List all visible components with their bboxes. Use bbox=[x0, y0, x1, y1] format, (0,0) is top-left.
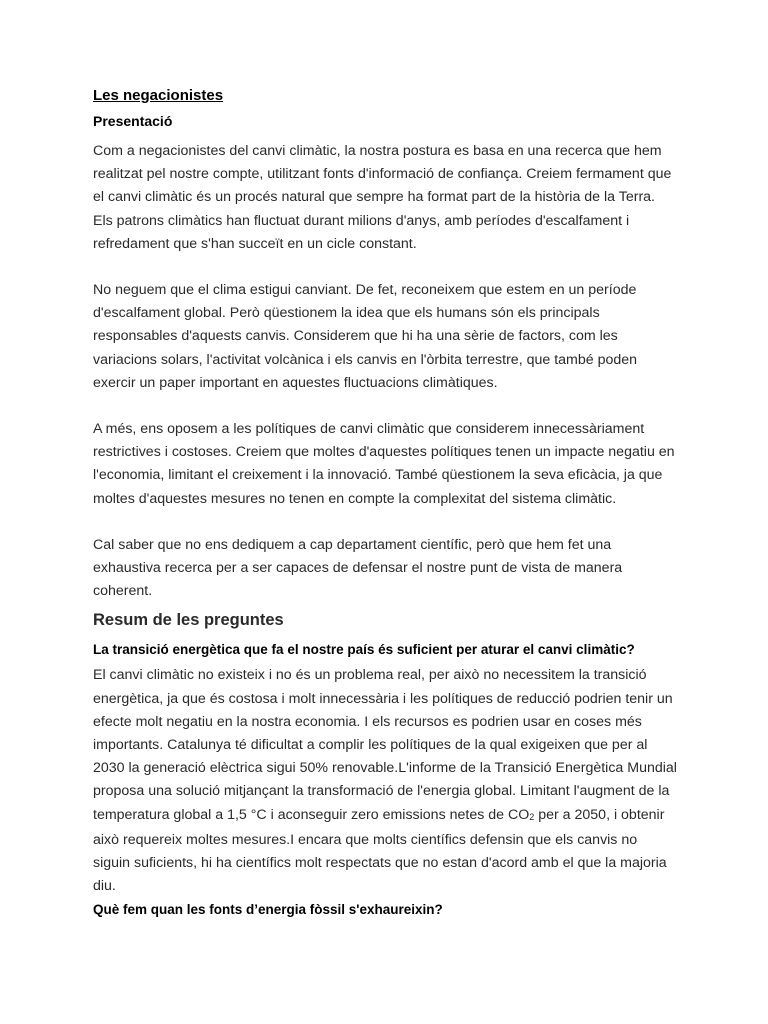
summary-heading: Resum de les preguntes bbox=[93, 611, 284, 630]
document-title: Les negacionistes bbox=[93, 87, 224, 104]
answer-1 bbox=[93, 664, 678, 898]
answer-1-subscript: 2 bbox=[529, 811, 535, 822]
paragraph-2: No neguem que el clima estigui canviant. De fet, reconeixem que estem en un període d'escalfament global. Però qüestionem la idea que els humans són els principals responsables d'aquests canvis. Considerem que hi ha una sèrie de factors, com les variacions solars, l'activitat volcànica i els canvis en l'òrbita terrestre, que també poden exercir un paper important en aquestes fluctuacions climàtiques. bbox=[93, 282, 638, 391]
document-page bbox=[93, 86, 678, 920]
presentation-label: Presentació bbox=[93, 113, 173, 129]
question-2: Què fem quan les fonts d’energia fòssil s'exhaureixin? bbox=[93, 902, 443, 918]
answer-1-text-b: per a 2050, i obtenir això requereix moltes mesures.I encara que molts científics defensin que els canvis no siguin suficients, hi ha científics molt respectats que no estan d'acord amb el que la majoria diu. bbox=[93, 806, 667, 895]
paragraph-1: Com a negacionistes del canvi climàtic, la nostra postura es basa en una recerca que hem realitzat pel nostre compte, utilitzant fonts d'informació de confiança. Creiem fermament que el canvi climàtic és un procés natural que sempre ha format part de la història de la Terra. Els patrons climàtics han fluctuat durant milions d'anys, amb períodes d'escalfament i refredament que s'han succeït en un cicle constant. bbox=[93, 143, 672, 252]
answer-1-text-a: El canvi climàtic no existeix i no és un problema real, per això no necessitem la transició energètica, ja que és costosa i molt innecessària i les polítiques de reducció podrien tenir un efecte molt negatiu en la nostra economia. I els recursos es podrien usar en coses més importants. Catalunya té dificultat a complir les polítiques de la qual exigeixen que per al 2030 la generació elèctrica sigui 50% renovable.L'informe de la Transició Energètica Mundial proposa una solució mitjançant la transformació de l'energia global. Limitant l'augment de la temperatura global a 1,5 °C i aconseguir zero emissions netes de CO bbox=[93, 667, 677, 823]
question-1: La transició energètica que fa el nostre país és suficient per aturar el canvi climàtic? bbox=[93, 642, 635, 658]
paragraph-3: A més, ens oposem a les polítiques de canvi climàtic que considerem innecessàriament restrictives i costoses. Creiem que moltes d'aquestes polítiques tenen un impacte negatiu en l'economia, limitant el creixement i la innovació. També qüestionem la seva eficàcia, ja que moltes d'aquestes mesures no tenen en compte la complexitat del sistema climàtic. bbox=[93, 421, 675, 507]
paragraph-4: Cal saber que no ens dediquem a cap departament científic, però que hem fet una exhaustiva recerca per a ser capaces de defensar el nostre punt de vista de manera coherent. bbox=[93, 536, 623, 600]
